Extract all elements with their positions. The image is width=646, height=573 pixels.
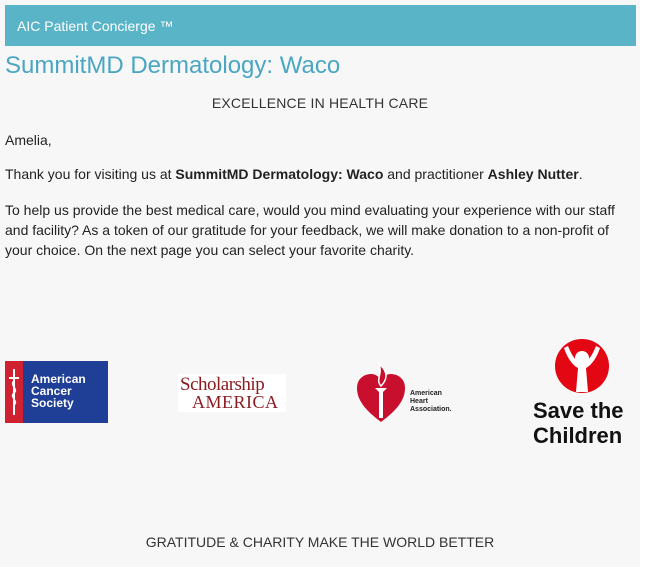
thanks-suffix: . <box>578 166 583 182</box>
aha-line-3: Association. <box>410 406 452 413</box>
stc-line-2: Children <box>533 423 623 448</box>
sa-line-1: Scholarship <box>180 374 265 395</box>
thanks-middle: and practitioner <box>383 166 488 182</box>
acs-name <box>31 373 86 409</box>
acs-line-3: Society <box>31 396 74 410</box>
stc-line-1: Save the <box>533 398 624 423</box>
acs-sword-icon <box>7 369 21 415</box>
footer-slogan: GRATITUDE & CHARITY MAKE THE WORLD BETTER <box>145 534 495 550</box>
tagline: EXCELLENCE IN HEALTH CARE <box>211 95 429 111</box>
header-title: AIC Patient Concierge ™ <box>17 17 174 34</box>
greeting: Amelia, <box>5 132 52 148</box>
charity-american-cancer-society[interactable] <box>5 361 108 423</box>
aha-name <box>410 390 452 414</box>
charity-save-the-children[interactable] <box>530 338 640 448</box>
child-arms-up-icon <box>554 338 610 394</box>
acs-line-2: Cancer <box>31 384 72 398</box>
heart-torch-icon <box>355 362 407 424</box>
practice-name-bold: SummitMD Dermatology: Waco <box>175 166 384 182</box>
acs-line-1: American <box>31 372 86 386</box>
stc-name <box>533 398 624 448</box>
aha-line-2: Heart <box>410 398 428 405</box>
charity-scholarship-america[interactable] <box>178 374 286 412</box>
practitioner-name: Ashley Nutter <box>487 166 579 182</box>
thanks-message <box>5 166 583 182</box>
header-bar <box>5 5 636 46</box>
aha-line-1: American <box>410 390 442 397</box>
charity-american-heart-association[interactable] <box>355 362 465 424</box>
request-message: To help us provide the best medical care, would you mind evaluating your experience with our staff and facility? As a token of our gratitude for your feedback, we will make donation to a non-profit of your choice. On the next page you can select your favorite charity. <box>5 202 615 258</box>
thanks-prefix: Thank you for visiting us at <box>5 166 176 182</box>
sa-line-2: AMERICA <box>192 392 279 412</box>
practice-title: SummitMD Dermatology: Waco <box>5 52 341 79</box>
